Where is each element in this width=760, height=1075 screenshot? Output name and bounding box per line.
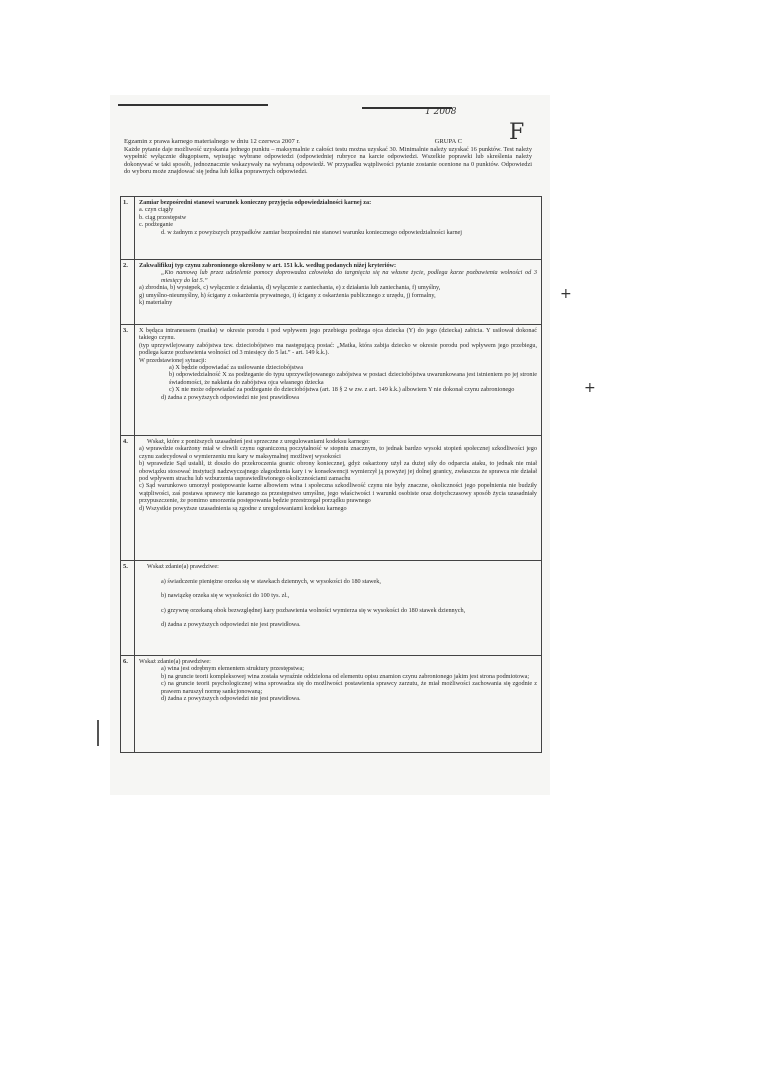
options-line-1: a) zbrodnia, b) występek, c) wyłącznie z działania, d) wyłącznie z zaniechania, e) z działania lub zaniechania, f) umyślny, <box>139 284 441 292</box>
option-b: b) wprawdzie Sąd ustalił, iż doszło do przekroczenia granic obrony koniecznej, gdyż oskarżony użył za dużej siły do odparcia ataku, to jednak nie miał obowiązku stosować instytucji nadzwyczajnego złagodzenia kary i w konsekwencji wymierzył ją powyżej jej dolnej granicy, zwłaszcza że sprawca nie działał pod wpływem strachu lub wzburzenia usprawiedliwionego okolicznościami zamachu <box>139 460 537 483</box>
option-c: c) Sąd warunkowo umorzył postępowanie karne albowiem wina i społeczna szkodliwość czynu nie były znaczne, okoliczności jego popełnienia nie budziły wątpliwości, zaś postawa sprawcy nie karanego za przestępstwo umyślne, jego właściwości i warunki osobiste oraz dotychczasowy sposób życia uzasadniały przypuszczenie, że pomimo umorzenia postępowania będzie przestrzegał porządku prawnego <box>139 482 537 505</box>
question-number: 3. <box>121 325 135 435</box>
question-number: 6. <box>121 656 135 752</box>
option-a: a. czyn ciągły <box>139 206 174 214</box>
top-rule-left <box>118 104 268 106</box>
margin-plus-2: + <box>584 380 596 396</box>
option-a: a) wprawdzie oskarżony miał w chwili czynu ograniczoną poczytalność w stopniu znacznym, to jednak bardzo wysoki stopień społecznej szkodliwości jego czynu zadecydował o wymierzeniu mu kary w maksymalnej możliwej wysokości <box>139 445 537 460</box>
option-a: a) X będzie odpowiadać za usiłowanie dzieciobójstwa <box>169 364 304 372</box>
option-b: b) na gruncie teorii kompleksowej wina została wyraźnie oddzielona od elementu opisu znamion czynu zabronionego jakim jest strona podmiotowa; <box>161 672 530 680</box>
option-a: a) świadczenie pieniężne orzeka się w stawkach dziennych, w wysokości do 180 stawek, <box>161 577 381 585</box>
margin-pen-stroke <box>97 720 99 746</box>
situation-label: W przedstawionej sytuacji: <box>139 356 207 364</box>
question-number: 1. <box>121 197 135 259</box>
margin-plus-1: + <box>560 286 572 302</box>
option-b: b) nawiązkę orzeka się w wysokości do 100 tys. zł., <box>161 592 290 600</box>
question-number: 5. <box>121 561 135 655</box>
exam-header <box>124 138 532 176</box>
exam-title: Egzamin z prawa karnego materialnego w dniu 12 czerwca 2007 r. <box>124 138 300 145</box>
options-line-2: g) umyślno-nieumyślny, h) ścigany z oskarżenia prywatnego, i) ścigany z oskarżenia publicznego z urzędu, j) formalny, <box>139 291 436 299</box>
question-text: Zamiar bezpośredni stanowi warunek konieczny przyjęcia odpowiedzialności karnej za: <box>139 199 372 206</box>
group-label: GRUPA C <box>434 138 462 145</box>
question-number: 4. <box>121 436 135 560</box>
question-1 <box>121 197 541 260</box>
option-d: d. w żadnym z powyższych przypadków zamiar bezpośredni nie stanowi warunku koniecznego odpowiedzialności karnej <box>161 228 463 236</box>
option-d: d) żadna z powyższych odpowiedzi nie jest prawidłowa <box>161 393 299 401</box>
question-text: X będąca intraneusem (matka) w okresie porodu i pod wpływem jego przebiegu podżega ojca dziecka (Y) do jego (dziecka) zabicia. Y usiłował dokonać takiego czynu. <box>139 327 537 342</box>
question-text: Zakwalifikuj typ czynu zabronionego określony w art. 151 k.k. według podanych niżej kryteriów: <box>139 262 397 269</box>
option-c: c. podżeganie <box>139 221 174 229</box>
question-text: Wskaż zdanie(a) prawdziwe: <box>139 658 211 665</box>
question-number: 2. <box>121 260 135 324</box>
questions-table <box>120 196 542 753</box>
option-b: b. ciąg przestępstw <box>139 213 187 221</box>
option-d: d) żadna z powyższych odpowiedzi nie jest prawidłowa. <box>161 621 301 629</box>
option-c: c) grzywnę orzekaną obok bezwzględnej kary pozbawienia wolności wymierza się w wysokości do 180 stawek dziennych, <box>161 606 466 614</box>
question-6 <box>121 656 541 752</box>
handwritten-date: 1 2008 <box>425 107 457 117</box>
question-3 <box>121 325 541 436</box>
question-text: Wskaż, które z poniższych uzasadnień jest sprzeczne z uregulowaniami kodeksu karnego: <box>147 438 370 445</box>
exam-instructions: Każde pytanie daje możliwość uzyskania jednego punktu – maksymalnie z całości testu można uzyskać 30. Minimalnie należy uzyskać 16 punktów. Test należy wypełnić wyłącznie długopisem, wpisując wybrane odpowiedzi (odpowiedniej rubryce na karcie odpowiedzi. Wszelkie poprawki lub skreślenia należy dokonywać w taki sposób, jednoznacznie wskazywały na wybraną odpowiedź. W przypadku wątpliwości pytanie zostanie ocenione na 0 punktów. Odpowiedzi do wyboru może znajdować się jedna lub kilka poprawnych odpowiedzi. <box>124 145 532 176</box>
option-d: d) Wszystkie powyższe uzasadnienia są zgodne z uregulowaniami kodeksu karnego <box>139 504 347 512</box>
options-line-3: k) materialny <box>139 299 173 307</box>
handwritten-grade: F <box>509 120 525 145</box>
question-4 <box>121 436 541 561</box>
option-c: c) na gruncie teorii psychologicznej wina sprowadza się do możliwości postawienia sprawcy zarzutu, że miał możliwości zachowania się zgodnie z prawem naruszył normę sankcjonowaną; <box>161 680 537 695</box>
article-quote: „Kto namową lub przez udzielenie pomocy doprowadza człowieka do targnięcia się na własne życie, podlega karze pozbawienia wolności od 3 miesięcy do lat 5.” <box>161 269 537 284</box>
option-d: d) żadna z powyższych odpowiedzi nie jest prawidłowa. <box>161 695 301 703</box>
question-note: (typ uprzywilejowany zabójstwa tzw. dzieciobójstwo ma następującą postać: „Matka, która zabija dziecko w okresie porodu pod wpływem jego przebiegu, podlega karze pozbawienia wolności od 3 miesięcy do 5 lat.” - art. 149 k.k.). <box>139 341 537 357</box>
question-2 <box>121 260 541 325</box>
option-c: c) X nie może odpowiadać za podżeganie do dzieciobójstwa (art. 18 § 2 w zw. z art. 149 k.k.) albowiem Y nie dokonał czynu zabronionego <box>169 386 515 394</box>
option-a: a) wina jest odrębnym elementem struktury przestępstwa; <box>161 665 304 673</box>
question-5 <box>121 561 541 656</box>
option-b: b) odpowiedzialność X za podżeganie do typu uprzywilejowanego zabójstwa w postaci dzieciobójstwa uwarunkowana jest istnieniem po jej stronie świadomości, że nakłania do zabójstwa ojca własnego dziecka <box>169 371 537 386</box>
question-text: Wskaż zdanie(a) prawdziwe: <box>147 563 219 570</box>
